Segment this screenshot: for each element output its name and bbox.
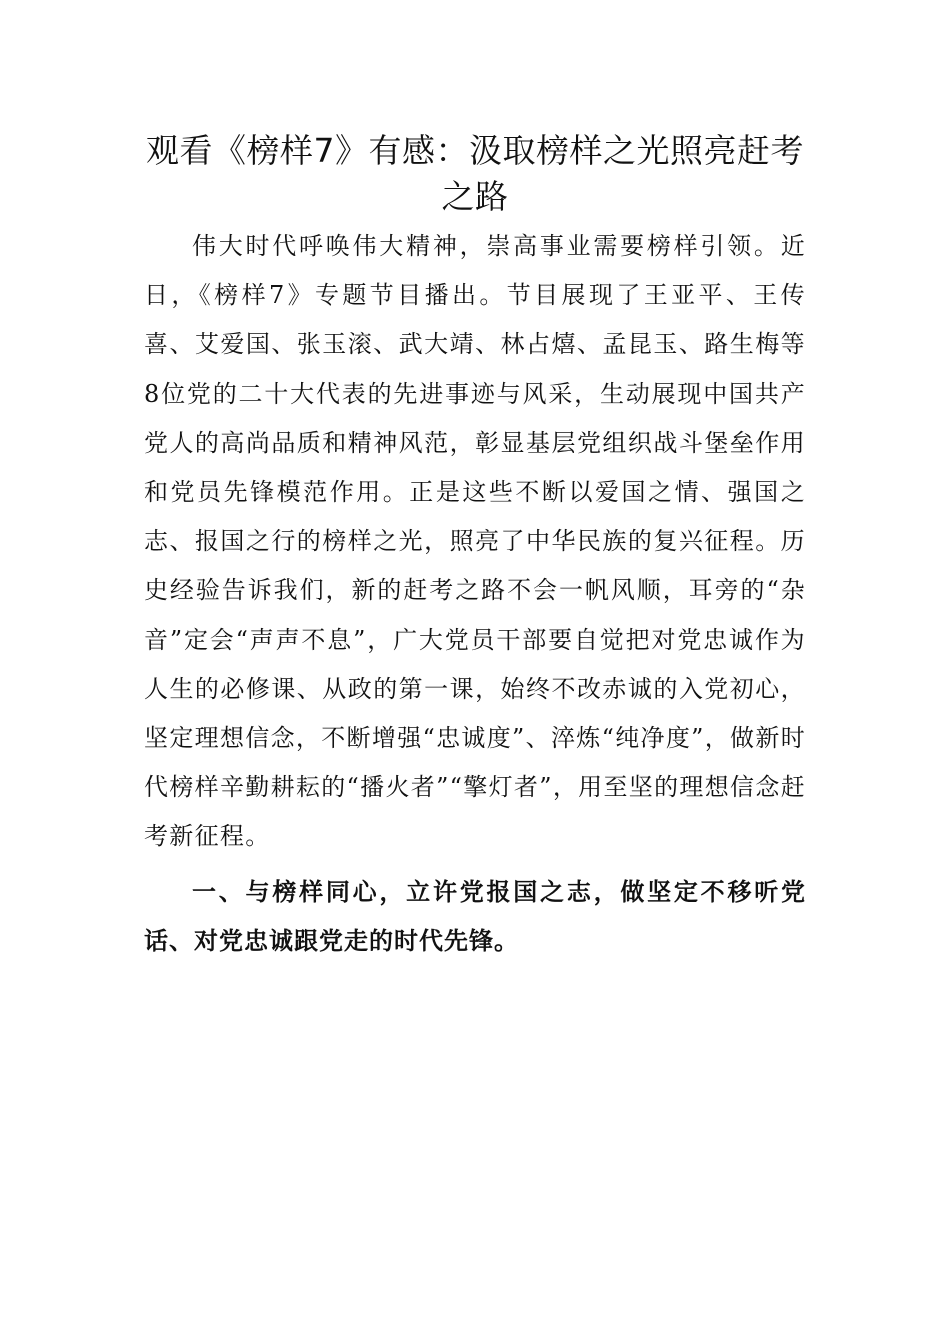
section-heading: 一、与榜样同心，立许党报国之志，做坚定不移听党话、对党忠诚跟党走的时代先锋。	[144, 877, 806, 955]
document-title: 观看《榜样7》有感：汲取榜样之光照亮赶考之路	[146, 131, 804, 216]
body-paragraph: 伟大时代呼唤伟大精神，崇高事业需要榜样引领。近日，《榜样7》专题节目播出。节目展现了王亚平、王传喜、艾爱国、张玉滚、武大靖、林占熺、孟昆玉、路生梅等8位党的二十大代表的先进事迹与风采，生动展现中国共产党人的高尚品质和精神风范，彰显基层党组织战斗堡垒作用和党员先锋模范作用。正是这些不断以爱国之情、强国之志、报国之行的榜样之光，照亮了中华民族的复兴征程。历史经验告诉我们，新的赶考之路不会一帆风顺，耳旁的“杂音”定会“声声不息”，广大党员干部要自觉把对党忠诚作为人生的必修课、从政的第一课，始终不改赤诚的入党初心，坚定理想信念，不断增强“忠诚度”、淬炼“纯净度”，做新时代榜样辛勤耕耘的“播火者”“擎灯者”，用至坚的理想信念赶考新征程。	[144, 232, 806, 851]
document-page	[144, 128, 806, 966]
